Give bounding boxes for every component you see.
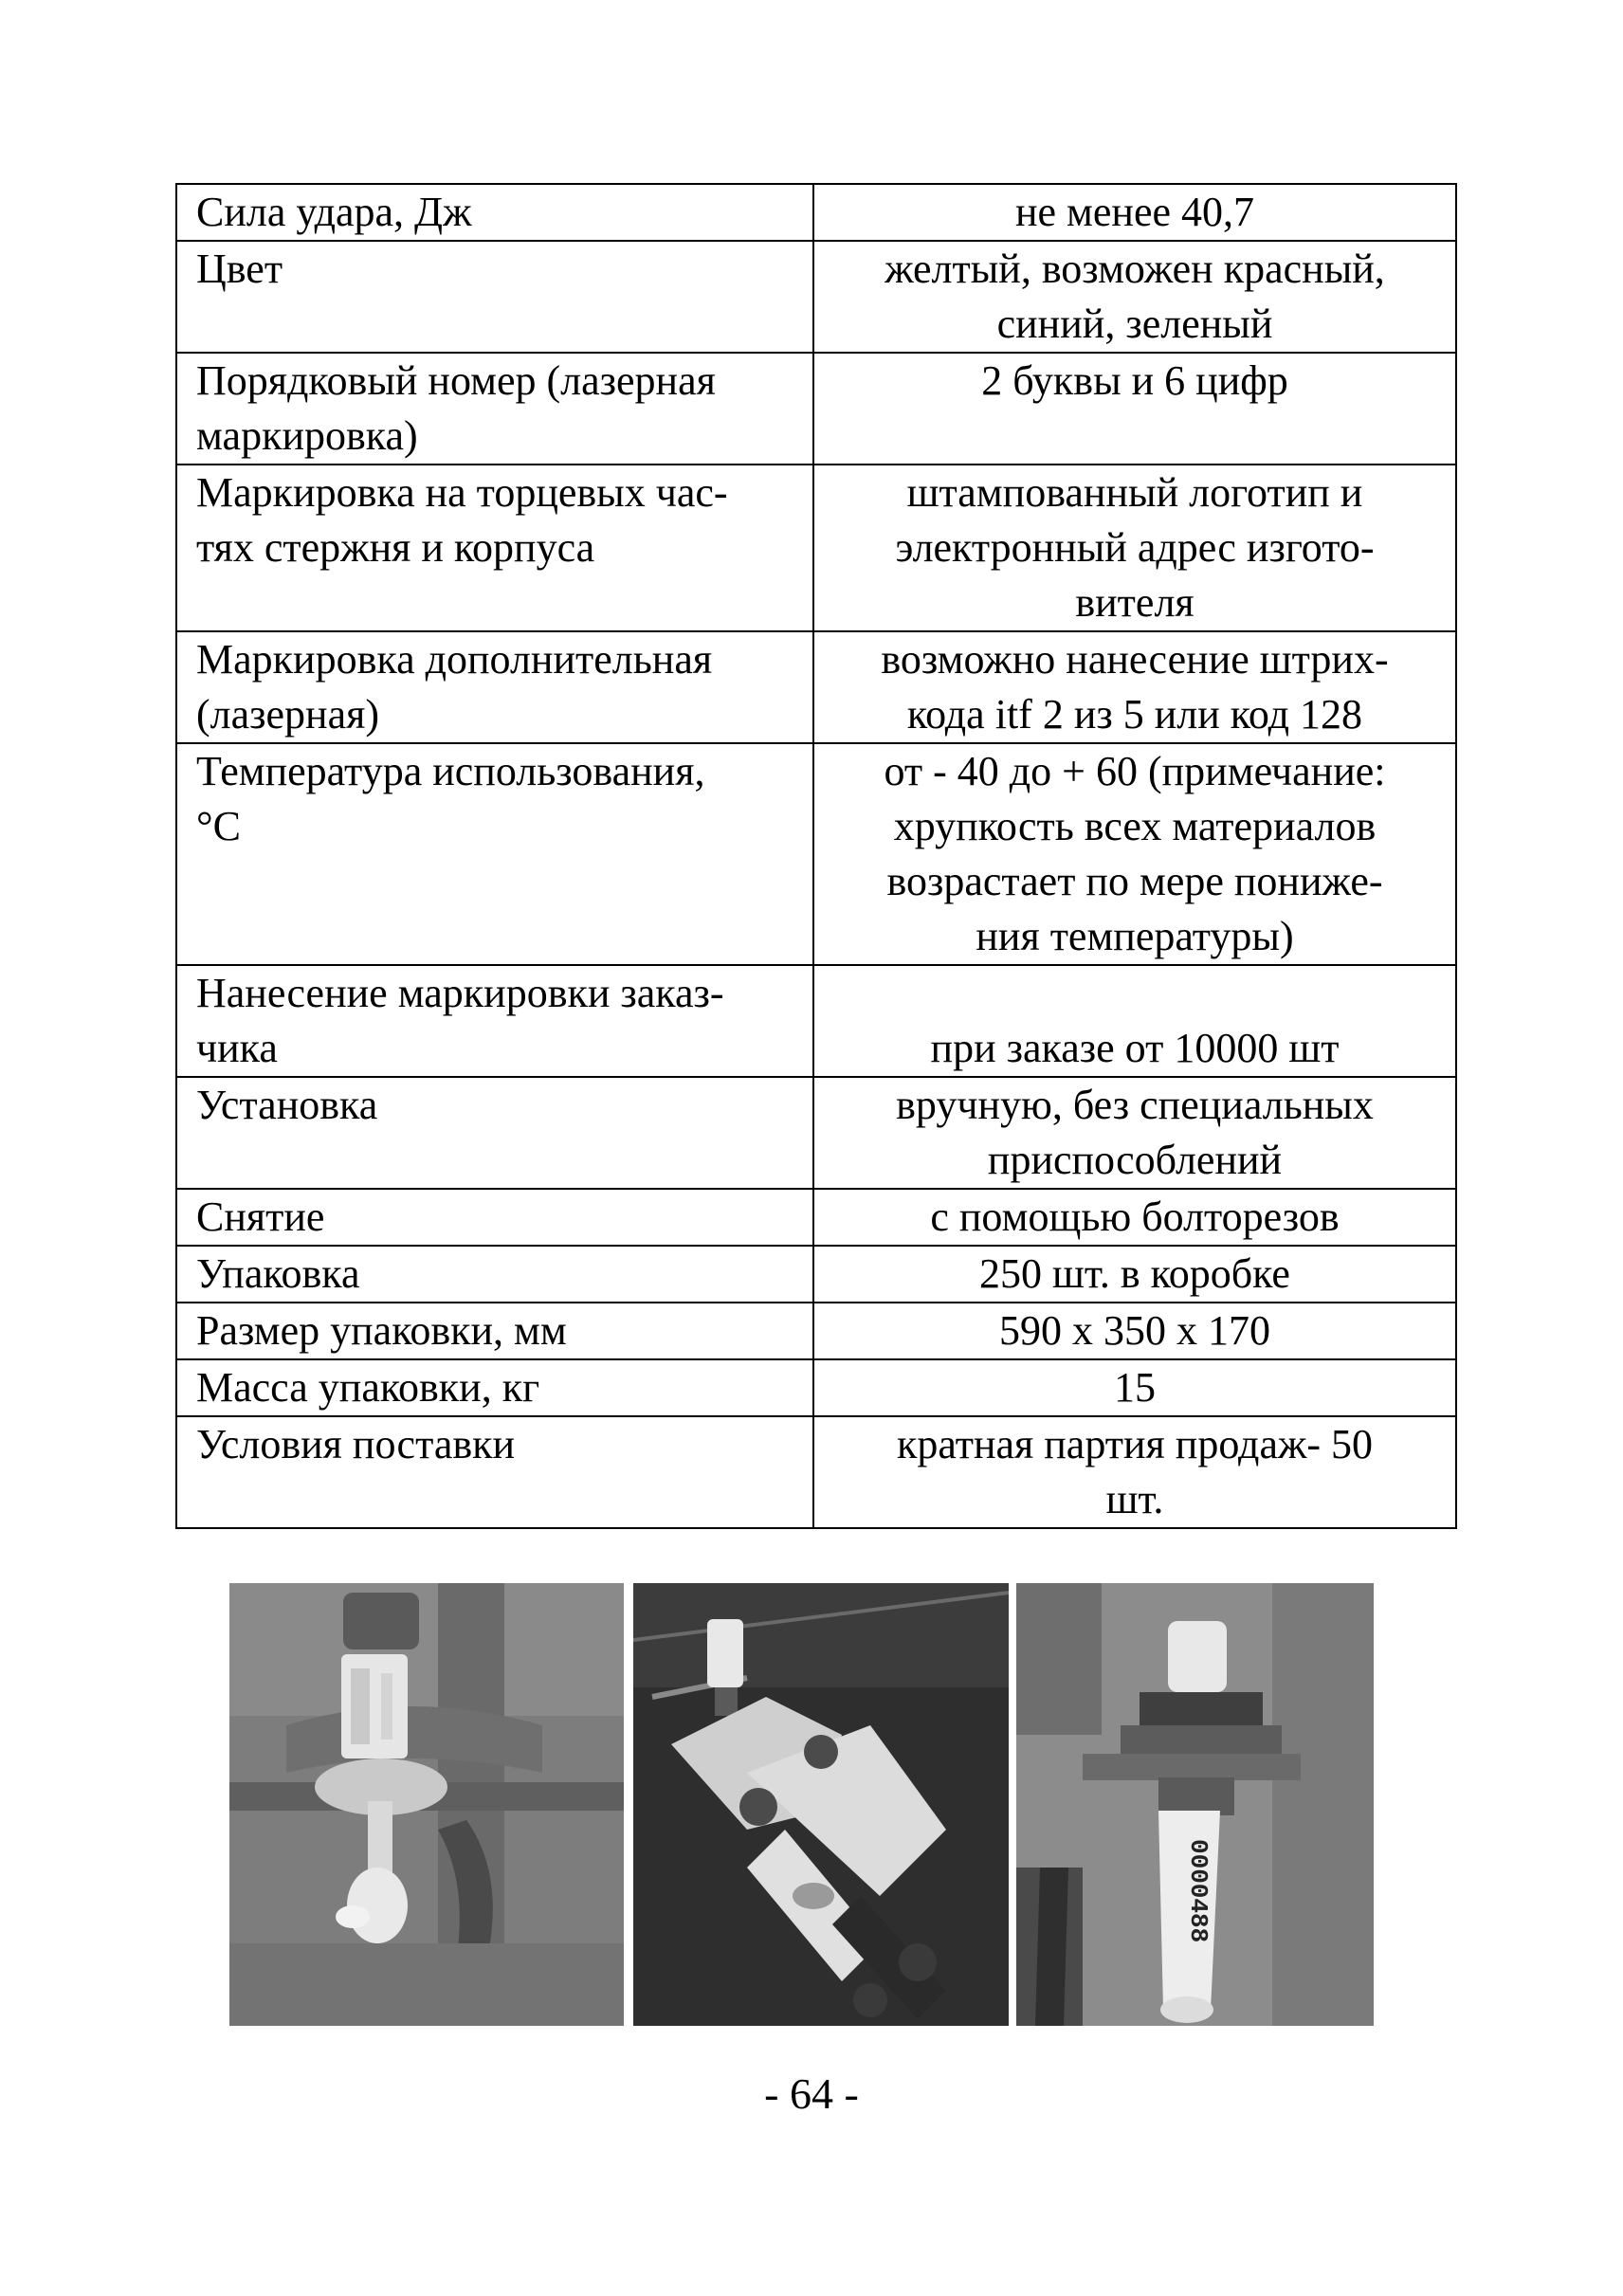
seal-on-hinge-image	[229, 1583, 624, 2026]
parameter-cell: Температура использования, °С	[176, 743, 813, 965]
page-number: - 64 -	[764, 2069, 859, 2118]
value-cell: 250 шт. в коробке	[813, 1246, 1456, 1303]
table-row	[176, 1303, 1456, 1359]
parameter-cell: Нанесение маркировки заказ- чика	[176, 965, 813, 1077]
value-cell: с помощью болторезов	[813, 1189, 1456, 1246]
parameter-cell: Условия поставки	[176, 1416, 813, 1528]
parameter-cell: Сила удара, Дж	[176, 184, 813, 241]
table-row	[176, 1359, 1456, 1416]
seal-serial-number: 0000488	[1184, 1839, 1213, 1943]
table-row	[176, 1246, 1456, 1303]
parameter-cell: Размер упаковки, мм	[176, 1303, 813, 1359]
value-cell: от - 40 до + 60 (примечание: хрупкость всех материалов возрастает по мере пониже- ния температуры)	[813, 743, 1456, 965]
table-row	[176, 631, 1456, 743]
value-cell: желтый, возможен красный, синий, зеленый	[813, 241, 1456, 353]
table-row	[176, 465, 1456, 631]
table-row	[176, 1189, 1456, 1246]
value-cell: при заказе от 10000 шт	[813, 965, 1456, 1077]
parameter-cell: Маркировка на торцевых час- тях стержня и корпуса	[176, 465, 813, 631]
seal-with-number-image	[1016, 1583, 1374, 2026]
parameter-cell: Снятие	[176, 1189, 813, 1246]
value-cell: возможно нанесение штрих- кода itf 2 из 5 или код 128	[813, 631, 1456, 743]
parameter-cell: Упаковка	[176, 1246, 813, 1303]
photo-bolt-cutter	[633, 1583, 1009, 2026]
parameter-cell: Установка	[176, 1077, 813, 1189]
parameter-cell: Маркировка дополнительная (лазерная)	[176, 631, 813, 743]
table-row	[176, 353, 1456, 465]
value-cell: кратная партия продаж- 50 шт.	[813, 1416, 1456, 1528]
table-row	[176, 184, 1456, 241]
bolt-cutter-image	[633, 1583, 1009, 2026]
table-row	[176, 743, 1456, 965]
value-cell: 15	[813, 1359, 1456, 1416]
table-row	[176, 241, 1456, 353]
value-cell: штампованный логотип и электронный адрес изгото- вителя	[813, 465, 1456, 631]
photo-seal-with-number	[1016, 1583, 1374, 2026]
parameter-cell: Цвет	[176, 241, 813, 353]
value-cell: вручную, без специальных приспособлений	[813, 1077, 1456, 1189]
table-row	[176, 1416, 1456, 1528]
photo-seal-on-hinge	[229, 1583, 624, 2026]
value-cell: 590 x 350 x 170	[813, 1303, 1456, 1359]
specification-table	[175, 183, 1457, 1529]
table-row	[176, 1077, 1456, 1189]
parameter-cell: Порядковый номер (лазерная маркировка)	[176, 353, 813, 465]
value-cell: 2 буквы и 6 цифр	[813, 353, 1456, 465]
table-row	[176, 965, 1456, 1077]
parameter-cell: Масса упаковки, кг	[176, 1359, 813, 1416]
value-cell: не менее 40,7	[813, 184, 1456, 241]
